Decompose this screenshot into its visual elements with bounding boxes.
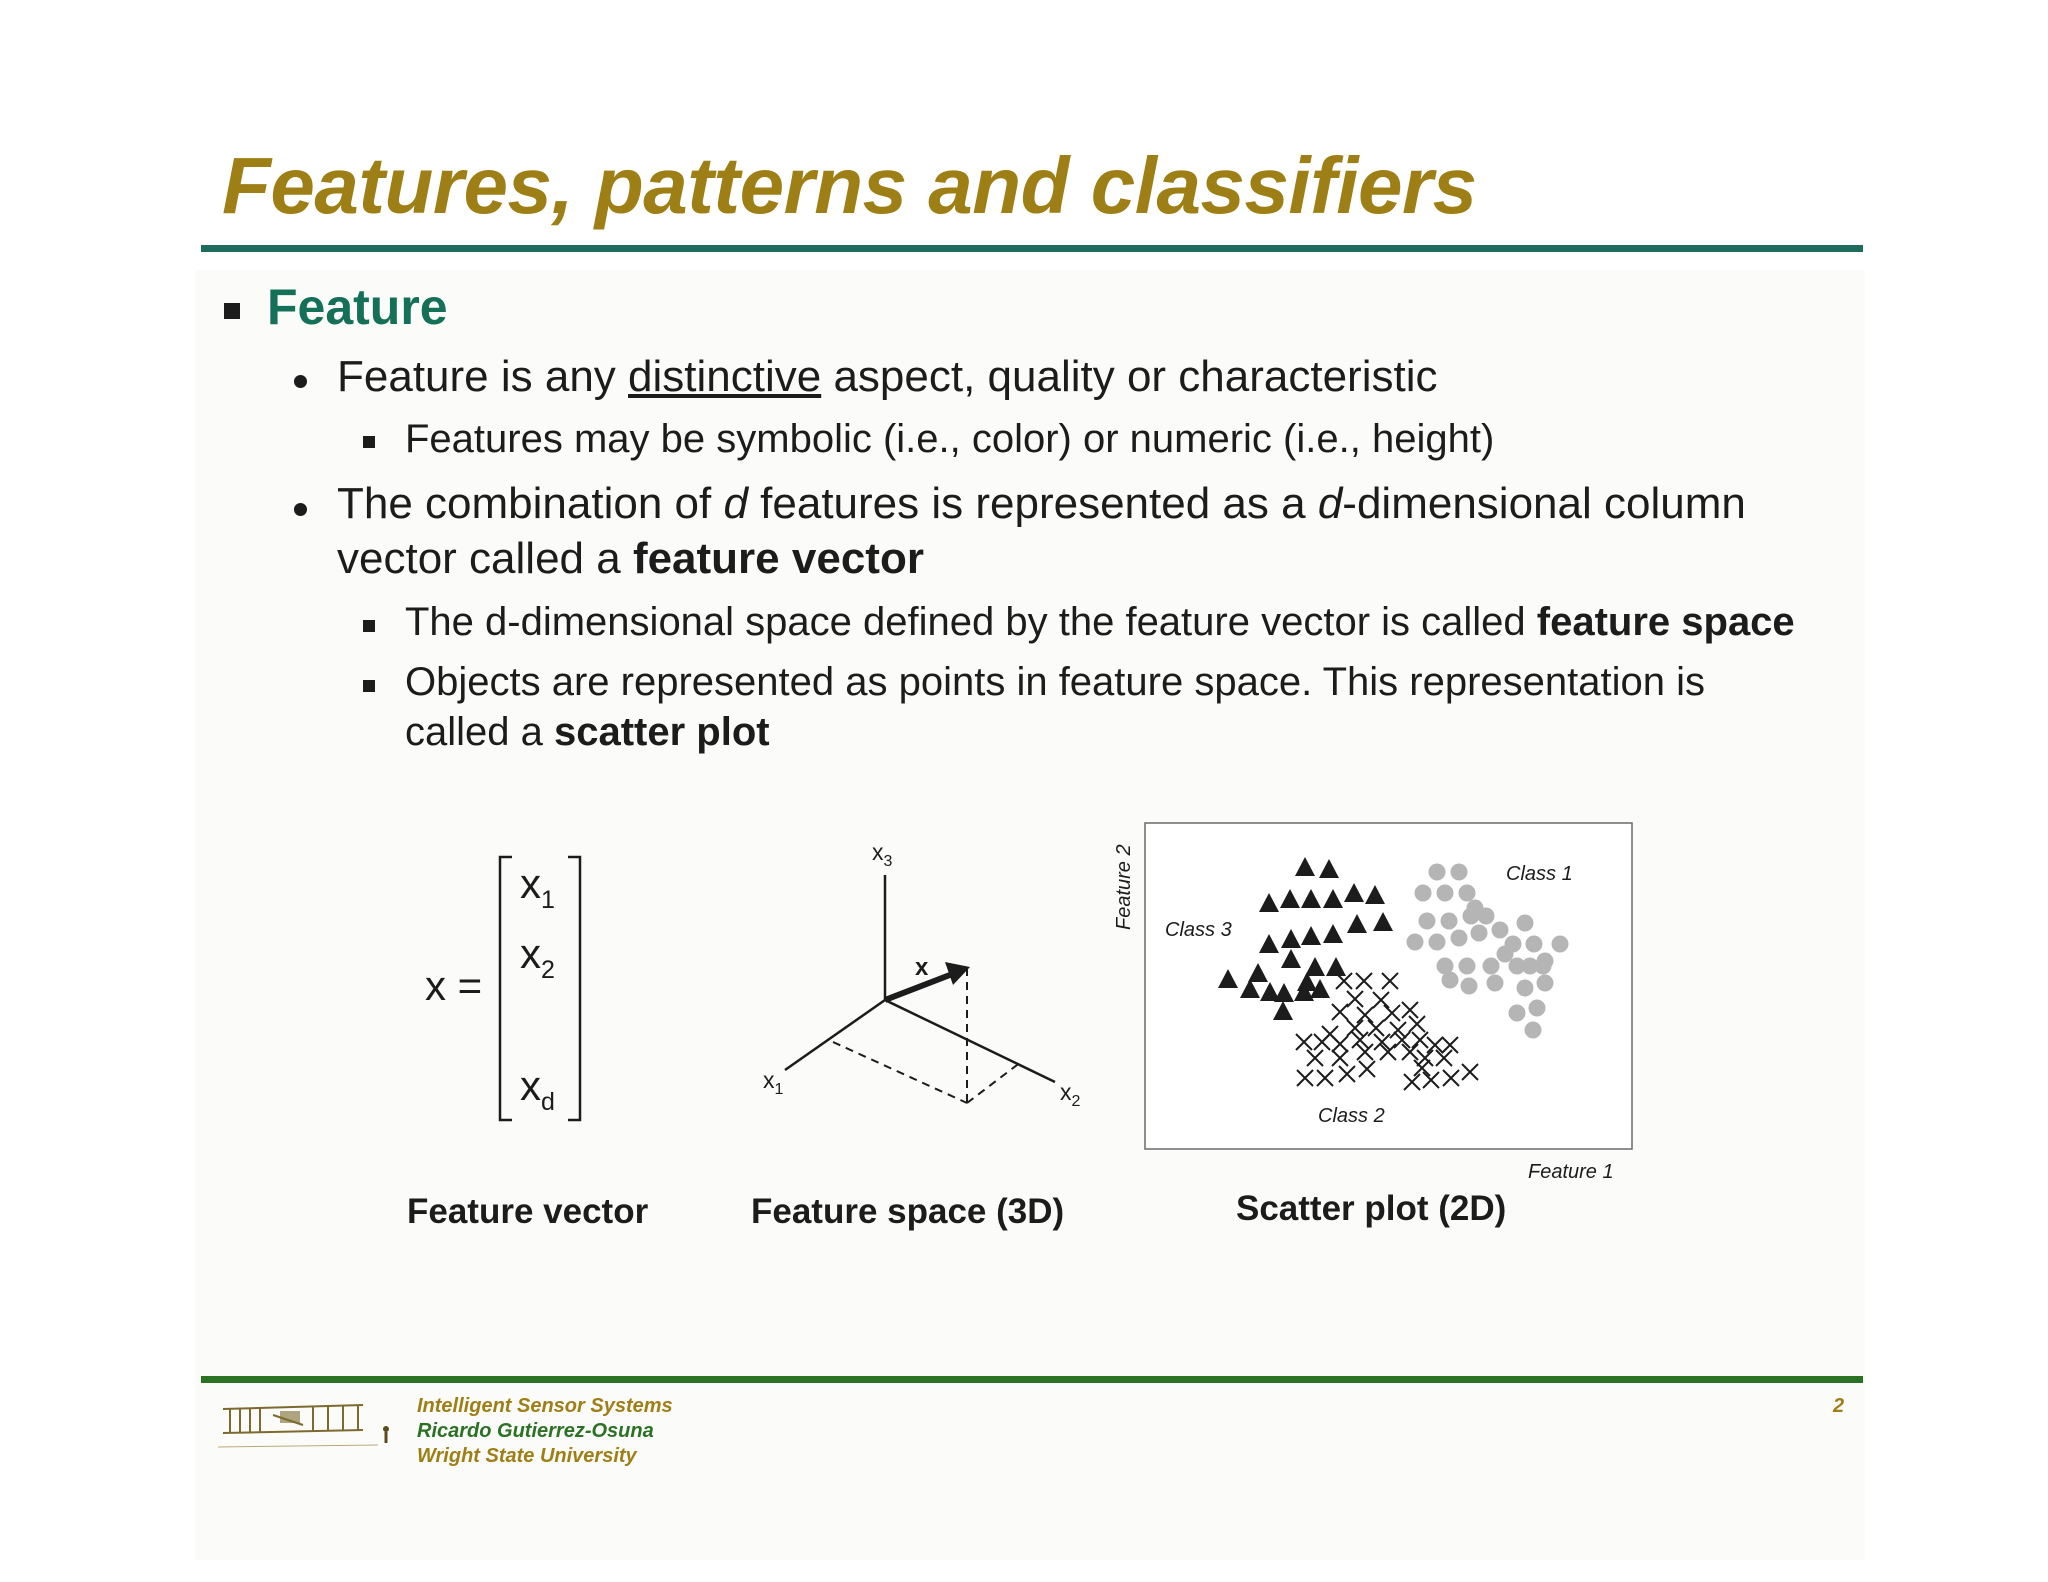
vector-label: x [915,954,929,981]
caption-scatter-plot: Scatter plot (2D) [1236,1189,1507,1228]
bullet-text: vector called a [337,534,633,583]
class-1-marker [1429,934,1446,951]
scatter-plot-figure [1113,823,1632,1183]
class-1-marker [1535,958,1552,975]
footer-divider [201,1376,1863,1383]
bold-term: feature space [1536,600,1795,644]
class-1-marker [1459,958,1476,975]
projection-line [967,1062,1021,1103]
class-1-marker [1497,946,1514,963]
class-1-marker [1517,980,1534,997]
class-1-marker [1437,885,1454,902]
class-1-marker [1451,864,1468,881]
class-1-marker [1483,958,1500,975]
class-1-marker [1487,975,1504,992]
italic-d: d [1317,479,1343,528]
footer-author: Ricardo Gutierrez-Osuna [417,1420,654,1442]
left-bracket [500,857,512,1120]
bullet-text: aspect, quality or characteristic [821,352,1438,401]
vector-entry-xd: $x_d$ [520,1062,555,1116]
vector-lhs: x = [425,962,483,1009]
class-1-marker [1517,915,1534,932]
axis-x1 [785,1000,885,1070]
class-1-marker [1419,913,1436,930]
page-number: 2 [1833,1395,1845,1417]
caption-feature-vector: Feature vector [407,1192,649,1231]
sub-bullet-text: The d-dimensional space defined by the feature vector is called [405,600,1537,644]
vector-entry-x1: $x_1$ [520,860,555,914]
class-1-marker [1537,975,1554,992]
axis-x2 [885,1000,1055,1082]
class-1-marker [1467,900,1484,917]
footer-credits [417,1394,673,1469]
caption-feature-space: Feature space (3D) [751,1192,1065,1231]
axis-label-x1: $x_1$ [763,1067,784,1098]
projection-line [833,1042,967,1103]
class-1-marker [1459,885,1476,902]
class-1-marker [1509,1005,1526,1022]
bullet-text: The combination of [337,479,724,528]
wright-flyer-logo [218,1395,393,1465]
underlined-word: distinctive [628,352,822,401]
vector-entry-x2: $x_2$ [520,930,555,984]
bullet-text: -dimensional column [1342,479,1746,528]
class-1-marker [1471,925,1488,942]
class-1-marker [1552,936,1569,953]
class-1-marker [1526,936,1543,953]
bullet-text: Feature is any [337,352,629,401]
right-bracket [568,857,580,1120]
axis-label-x2: $x_2$ [1060,1079,1081,1110]
class-1-marker [1415,885,1432,902]
footer-university: Wright State University [417,1445,637,1467]
x-axis-label: Feature 1 [1528,1161,1614,1183]
italic-d: d [723,479,748,528]
class-1-marker [1461,978,1478,995]
sub-bullet-text: called a [405,710,554,754]
slide-title: Features, patterns and classifiers [222,141,1477,230]
bold-term: feature vector [632,534,924,583]
class-3-label: Class 3 [1165,919,1232,941]
axis-label-x3: $x_3$ [872,839,893,870]
bullet-text: features is represented as a [747,479,1318,528]
class-1-marker [1492,922,1509,939]
sub-bullet-symbolic-numeric: Features may be symbolic (i.e., color) or numeric (i.e., height) [405,417,1495,461]
sub-bullet-scatter-line1: Objects are represented as points in feature space. This representation is [405,660,1705,704]
class-1-marker [1442,972,1459,989]
class-1-marker [1441,913,1458,930]
feature-space-figure [763,839,1081,1110]
class-1-marker [1429,864,1446,881]
class-1-marker [1451,930,1468,947]
bold-term: scatter plot [553,710,770,754]
feature-heading: Feature [267,279,448,335]
class-2-label: Class 2 [1318,1105,1385,1127]
footer-course: Intelligent Sensor Systems [417,1395,673,1417]
y-axis-label: Feature 2 [1113,844,1135,930]
feature-vector-figure [425,857,580,1120]
class-1-marker [1407,934,1424,951]
class-1-marker [1529,1000,1546,1017]
class-1-label: Class 1 [1506,863,1573,885]
class-1-marker [1525,1022,1542,1039]
